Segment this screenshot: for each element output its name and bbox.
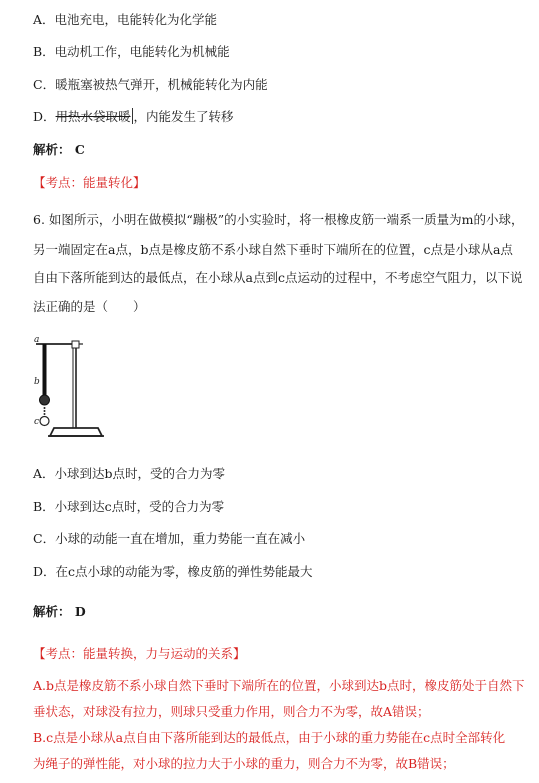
q5-option-c: C．暖瓶塞被热气弹开，机械能转化为内能 — [33, 77, 268, 92]
q6-stem-line3: 自由下落所能到达的最低点，在小球从a点到c点运动的过程中，不考虑空气阻力，以下说 — [33, 270, 523, 285]
label-a: a — [34, 335, 40, 345]
label-b: b — [34, 377, 40, 387]
q6-option-d: D．在c点小球的动能为零，橡皮筋的弹性势能最大 — [33, 564, 313, 579]
q5-option-d-prefix: D． — [33, 109, 56, 124]
ball — [40, 395, 50, 405]
q5-option-a: A．电池充电，电能转化为化学能 — [33, 12, 218, 27]
q6-option-b: B．小球到达c点时，受的合力为零 — [33, 499, 225, 514]
stand-clamp — [72, 341, 79, 348]
q6-stem-line2: 另一端固定在a点，b点是橡皮筋不系小球自然下垂时下端所在的位置，c点是小球从a点 — [33, 242, 513, 257]
q5-kaodian: 【考点：能量转化】 — [33, 175, 146, 190]
q6-stem-line1: 6. 如图所示，小明在做模拟“蹦极”的小实验时，将一根橡皮筋一端系一质量为m的小球， — [33, 212, 524, 227]
ball-lowest-position — [40, 417, 49, 426]
q6-answer: 解析： D — [33, 604, 86, 619]
q6-kaodian: 【考点：能量转换，力与运动的关系】 — [33, 646, 246, 661]
q6-stem-line4: 法正确的是（ ） — [33, 299, 146, 314]
q6-explanation-b-line2: 为绳子的弹性能，对小球的拉力大于小球的重力，则合力不为零，故B错误； — [33, 756, 455, 771]
q6-explanation-a-line1: A.b点是橡皮筋不系小球自然下垂时下端所在的位置，小球到达b点时，橡皮筋处于自然下 — [33, 678, 525, 693]
label-c: c — [34, 417, 40, 427]
trail-dot — [44, 413, 46, 415]
text-cursor — [132, 108, 133, 124]
q5-option-d — [33, 108, 234, 126]
q5-option-d-suffix: ，内能发生了转移 — [133, 109, 234, 124]
q6-explanation-a-line2: 垂状态，对球没有拉力，则球只受重力作用，则合力不为零，故A错误； — [33, 704, 430, 719]
stand-base — [50, 428, 102, 436]
bungee-apparatus-figure — [28, 332, 110, 444]
q6-explanation-b-line1: B.c点是小球从a点自由下落所能到达的最低点，由于小球的重力势能在c点时全部转化 — [33, 730, 506, 745]
rubber-band — [43, 344, 47, 396]
q6-option-a: A．小球到达b点时，受的合力为零 — [33, 466, 226, 481]
trail-dot — [44, 407, 46, 409]
q6-option-c: C．小球的动能一直在增加，重力势能一直在减小 — [33, 531, 306, 546]
q5-answer: 解析： C — [33, 142, 85, 157]
q5-option-d-struck: 用热水袋取暖 — [55, 109, 131, 124]
q5-option-b: B．电动机工作，电能转化为机械能 — [33, 44, 230, 59]
trail-dot — [44, 410, 46, 412]
